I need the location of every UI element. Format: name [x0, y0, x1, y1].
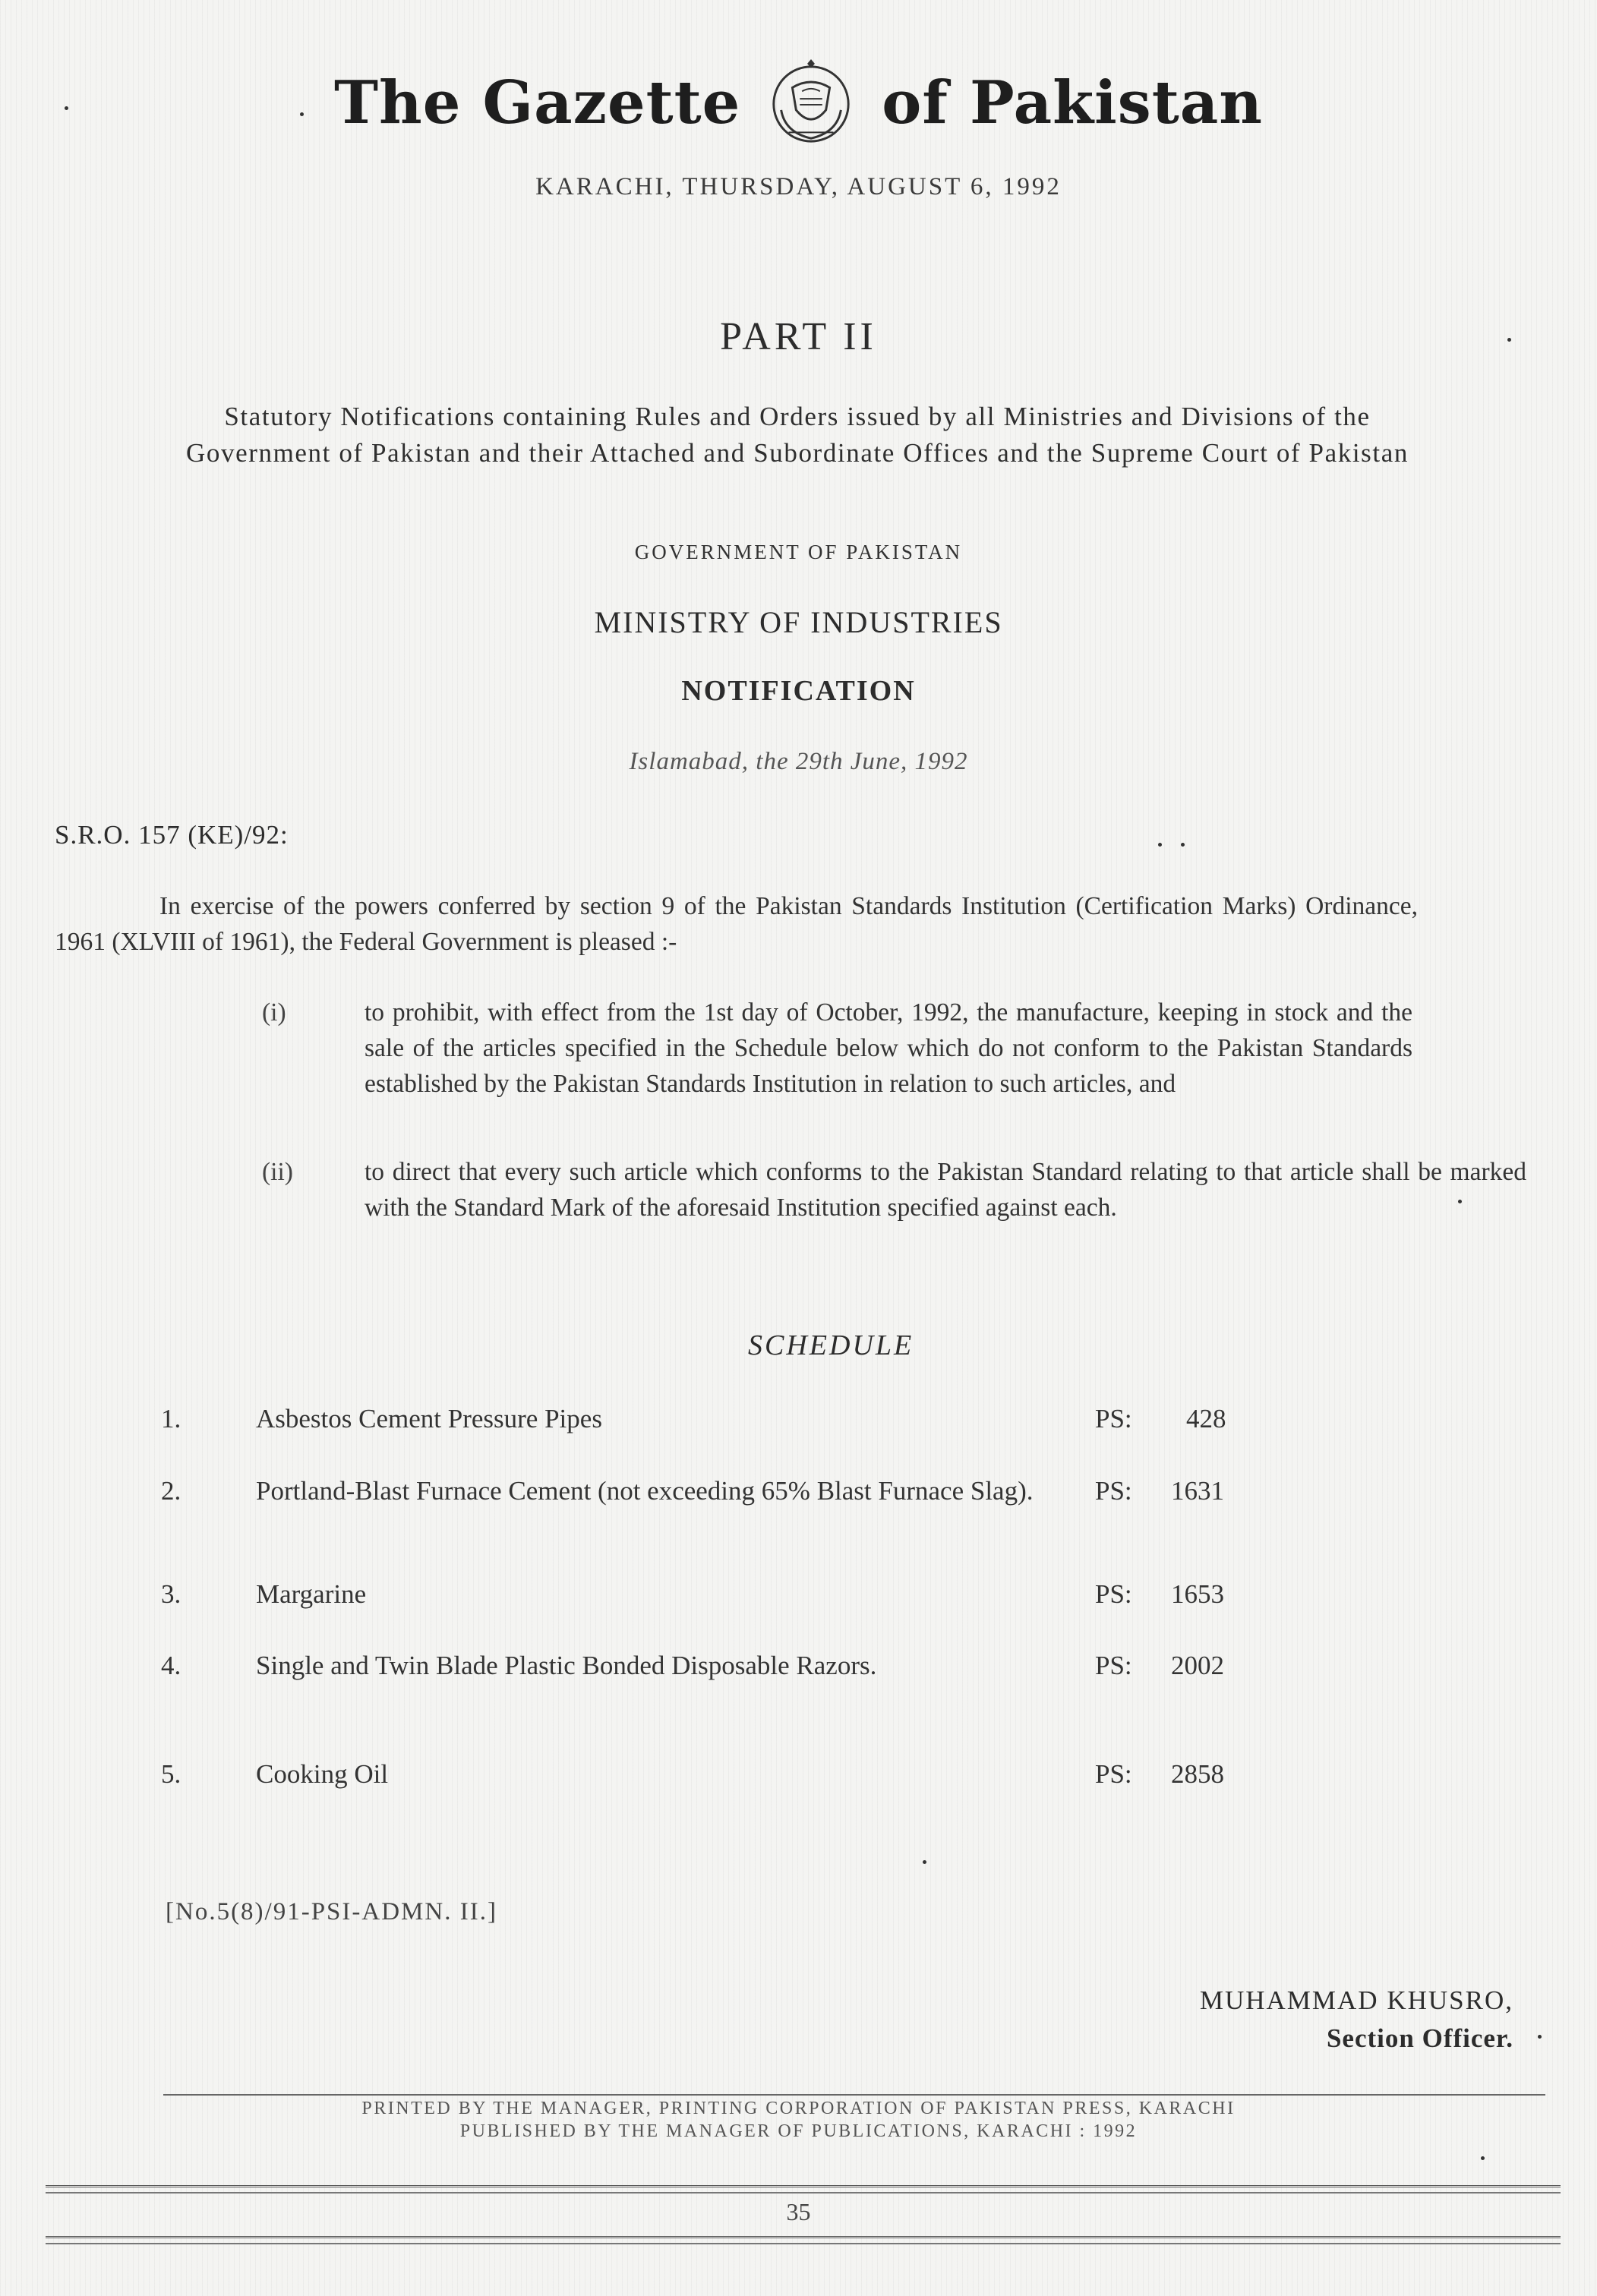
schedule-row-number: 1.	[161, 1404, 181, 1433]
place-date: Islamabad, the 29th June, 1992	[629, 748, 968, 775]
clause-text: to prohibit, with effect from the 1st day of October, 1992, the manufacture, keeping in stock and the sale of the articles specified in the Schedule below which do not conform to the Pakistan Standards established by the Pakistan Standards Institution in relation to such articles, and	[365, 998, 1412, 1098]
masthead-title-right: of Pakistan	[882, 68, 1263, 137]
schedule-row-ps-label: PS:	[1095, 1404, 1132, 1433]
schedule-row-description: Margarine	[256, 1579, 367, 1609]
schedule-row-code: 1653	[1171, 1579, 1224, 1609]
schedule-row-number: 3.	[161, 1579, 181, 1609]
schedule-row-code: 2858	[1171, 1759, 1224, 1789]
statutory-description: Statutory Notifications containing Rules and Orders issued by all Ministries and Divisions of the Government of Pakistan and their Attached and Subordinate Offices and the Supreme Court of Pakistan	[186, 402, 1409, 468]
schedule-title: SCHEDULE	[748, 1329, 914, 1361]
clause-item	[262, 1154, 1526, 1225]
schedule-row-description: Asbestos Cement Pressure Pipes	[256, 1404, 602, 1433]
part-heading: PART II	[720, 315, 877, 358]
scan-speck	[1158, 843, 1162, 847]
dateline: KARACHI, THURSDAY, AUGUST 6, 1992	[535, 173, 1062, 200]
state-emblem-icon	[766, 58, 856, 147]
schedule-row-number: 5.	[161, 1759, 181, 1789]
notification-heading: NOTIFICATION	[681, 675, 916, 707]
schedule-row-number: 4.	[161, 1651, 181, 1680]
file-reference: [No.5(8)/91-PSI-ADMN. II.]	[166, 1898, 497, 1925]
signature-block	[1200, 1982, 1513, 2058]
clause-text: to direct that every such article which conforms to the Pakistan Standard relating to that article shall be marked with the Standard Mark of the aforesaid Institution specified against each.	[365, 1158, 1526, 1222]
scan-speck	[65, 106, 68, 110]
scan-speck	[1481, 2156, 1485, 2160]
footer-divider	[163, 2094, 1545, 2096]
page-number: 35	[786, 2198, 811, 2225]
schedule-row-ps-label: PS:	[1095, 1651, 1132, 1680]
published-by: PUBLISHED BY THE MANAGER OF PUBLICATIONS, KARACHI : 1992	[459, 2121, 1138, 2141]
sro-number: S.R.O. 157 (KE)/92:	[55, 820, 289, 850]
printed-by: PRINTED BY THE MANAGER, PRINTING CORPORATION OF PAKISTAN PRESS, KARACHI	[361, 2099, 1236, 2118]
preamble-paragraph: In exercise of the powers conferred by section 9 of the Pakistan Standards Institution (Certification Marks) Ordinance, 1961 (XLVIII of 1961), the Federal Government is pleased :-	[55, 892, 1418, 956]
scan-speck	[1458, 1200, 1462, 1203]
clause-number: (i)	[262, 998, 286, 1027]
masthead	[0, 53, 1597, 152]
schedule-row-description: Cooking Oil	[256, 1759, 389, 1789]
schedule-row-code: 1631	[1171, 1476, 1224, 1506]
page-rule-top	[46, 2185, 1561, 2194]
masthead-title-left: The Gazette	[334, 68, 741, 137]
scan-speck	[300, 112, 304, 116]
schedule-row-description: Portland-Blast Furnace Cement (not exceeding 65% Blast Furnace Slag).	[256, 1476, 1034, 1506]
scan-speck	[1181, 843, 1185, 847]
schedule-row-ps-label: PS:	[1095, 1476, 1132, 1506]
scan-speck	[923, 1860, 926, 1864]
signer-title: Section Officer.	[1326, 2023, 1513, 2053]
page-rule-bottom	[46, 2236, 1561, 2244]
schedule-row-ps-label: PS:	[1095, 1579, 1132, 1609]
schedule-row-code: 2002	[1171, 1651, 1224, 1680]
clause-number: (ii)	[262, 1158, 293, 1186]
schedule-row-description: Single and Twin Blade Plastic Bonded Disposable Razors.	[256, 1651, 877, 1680]
signer-name: MUHAMMAD KHUSRO,	[1199, 1985, 1513, 2015]
schedule-row-ps-label: PS:	[1095, 1759, 1132, 1789]
schedule-row-number: 2.	[161, 1476, 181, 1506]
scan-speck	[1507, 338, 1511, 342]
clause-item	[262, 995, 1412, 1102]
printer-imprint	[0, 2097, 1597, 2143]
ministry-heading: MINISTRY OF INDUSTRIES	[594, 605, 1003, 639]
scan-speck	[1538, 2035, 1542, 2039]
government-heading: GOVERNMENT OF PAKISTAN	[634, 541, 963, 563]
schedule-row-code: 428	[1186, 1404, 1226, 1433]
